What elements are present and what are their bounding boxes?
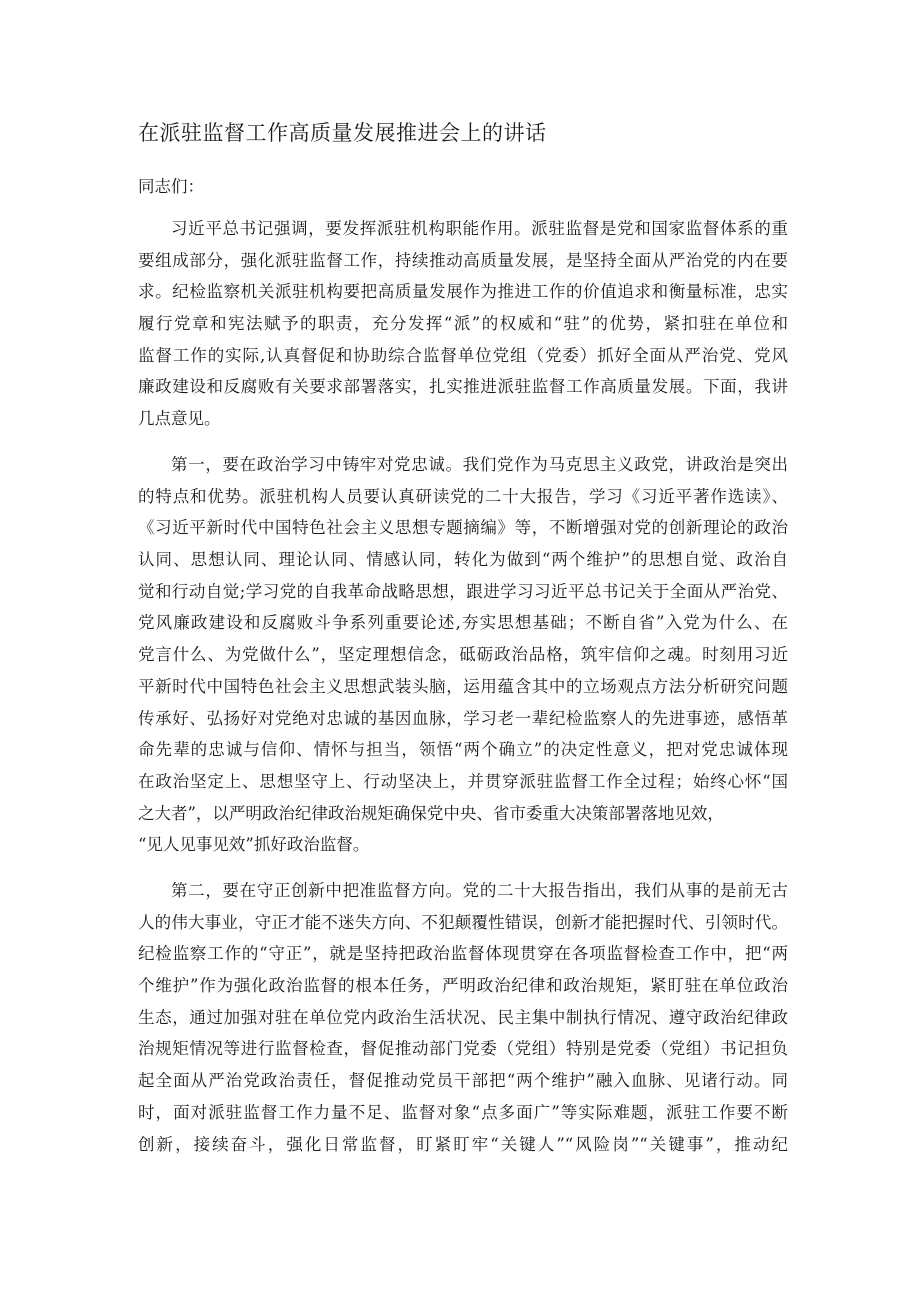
paragraph-line: 时，面对派驻监督工作力量不足、监督对象“点多面广”等实际难题，派驻工作要不断 bbox=[138, 1102, 788, 1122]
paragraph-line: 之大者”，以严明政治纪律政治规矩确保党中央、省市委重大决策部署落地见效， bbox=[138, 803, 724, 823]
paragraph-line: 《习近平新时代中国特色社会主义思想专题摘编》等，不断增强对党的创新理论的政治 bbox=[138, 518, 788, 538]
paragraph-line: 第二，要在守正创新中把准监督方向。党的二十大报告指出，我们从事的是前无古 bbox=[171, 881, 788, 900]
paragraph-line: 监督工作的实际,认真督促和协助综合监督单位党组（党委）抓好全面从严治党、党风 bbox=[138, 345, 788, 365]
paragraph-line: 纪检监察工作的“守正”，就是坚持把政治监督体现贯穿在各项监督检查工作中，把“两 bbox=[138, 944, 788, 964]
paragraph-line: 几点意见。 bbox=[138, 409, 221, 429]
paragraph-line: 廉政建设和反腐败有关要求部署落实，扎实推进派驻监督工作高质量发展。下面，我讲 bbox=[138, 377, 788, 397]
paragraph-second-point bbox=[138, 875, 788, 1160]
paragraph-line: 履行党章和宪法赋予的职责，充分发挥“派”的权威和“驻”的优势，紧扣驻在单位和 bbox=[138, 314, 788, 334]
paragraph-first-point bbox=[138, 449, 788, 861]
paragraph-line: 第一，要在政治学习中铸牢对党忠诚。我们党作为马克思主义政党，讲政治是突出 bbox=[171, 455, 788, 474]
paragraph-intro bbox=[138, 213, 788, 435]
paragraph-line: 创新，接续奋斗，强化日常监督，盯紧盯牢“关键人”“风险岗”“关键事”，推动纪 bbox=[138, 1134, 788, 1154]
paragraph-line: 命先辈的忠诚与信仰、情怀与担当，领悟“两个确立”的决定性意义，把对党忠诚体现 bbox=[138, 740, 788, 760]
salutation: 同志们： bbox=[138, 177, 204, 196]
paragraph-line: 治规矩情况等进行监督检查，督促推动部门党委（党组）特别是党委（党组）书记担负 bbox=[138, 1039, 788, 1059]
paragraph-line: “见人见事见效”抓好政治监督。 bbox=[138, 835, 370, 855]
paragraph-line: 的特点和优势。派驻机构人员要认真研读党的二十大报告，学习《习近平著作选读》、 bbox=[138, 486, 788, 506]
paragraph-line: 党风廉政建设和反腐败斗争系列重要论述,夯实思想基础；不断自省”入党为什么、在 bbox=[138, 613, 788, 633]
paragraph-line: 习近平总书记强调，要发挥派驻机构职能作用。派驻监督是党和国家监督体系的重 bbox=[171, 219, 788, 238]
paragraph-line: 认同、思想认同、理论认同、情感认同，转化为做到“两个维护”的思想自觉、政治自 bbox=[138, 550, 788, 570]
paragraph-line: 平新时代中国特色社会主义思想武装头脑，运用蕴含其中的立场观点方法分析研究问题 bbox=[138, 676, 788, 696]
paragraph-line: 党言什么、为党做什么”，坚定理想信念，砥砺政治品格，筑牢信仰之魂。时刻用习近 bbox=[138, 645, 788, 665]
paragraph-line: 传承好、弘扬好对党绝对忠诚的基因血脉，学习老一辈纪检监察人的先进事迹，感悟革 bbox=[138, 708, 788, 728]
paragraph-line: 人的伟大事业，守正才能不迷失方向、不犯颠覆性错误，创新才能把握时代、引领时代。 bbox=[138, 912, 788, 932]
paragraph-line: 觉和行动自觉;学习党的自我革命战略思想，跟进学习习近平总书记关于全面从严治党、 bbox=[138, 581, 788, 601]
paragraph-line: 求。纪检监察机关派驻机构要把高质量发展作为推进工作的价值追求和衡量标准，忠实 bbox=[138, 282, 788, 302]
document-title: 在派驻监督工作高质量发展推进会上的讲话 bbox=[138, 121, 547, 145]
paragraph-line: 起全面从严治党政治责任，督促推动党员干部把“两个维护”融入血脉、见诸行动。同 bbox=[138, 1071, 788, 1091]
paragraph-line: 个维护”作为强化政治监督的根本任务，严明政治纪律和政治规矩，紧盯驻在单位政治 bbox=[138, 976, 788, 996]
paragraph-line: 在政治坚定上、思想坚守上、行动坚决上，并贯穿派驻监督工作全过程；始终心怀“国 bbox=[138, 771, 788, 791]
paragraph-line: 生态，通过加强对驻在单位党内政治生活状况、民主集中制执行情况、遵守政治纪律政 bbox=[138, 1007, 788, 1027]
paragraph-line: 要组成部分，强化派驻监督工作，持续推动高质量发展，是坚持全面从严治党的内在要 bbox=[138, 250, 788, 270]
